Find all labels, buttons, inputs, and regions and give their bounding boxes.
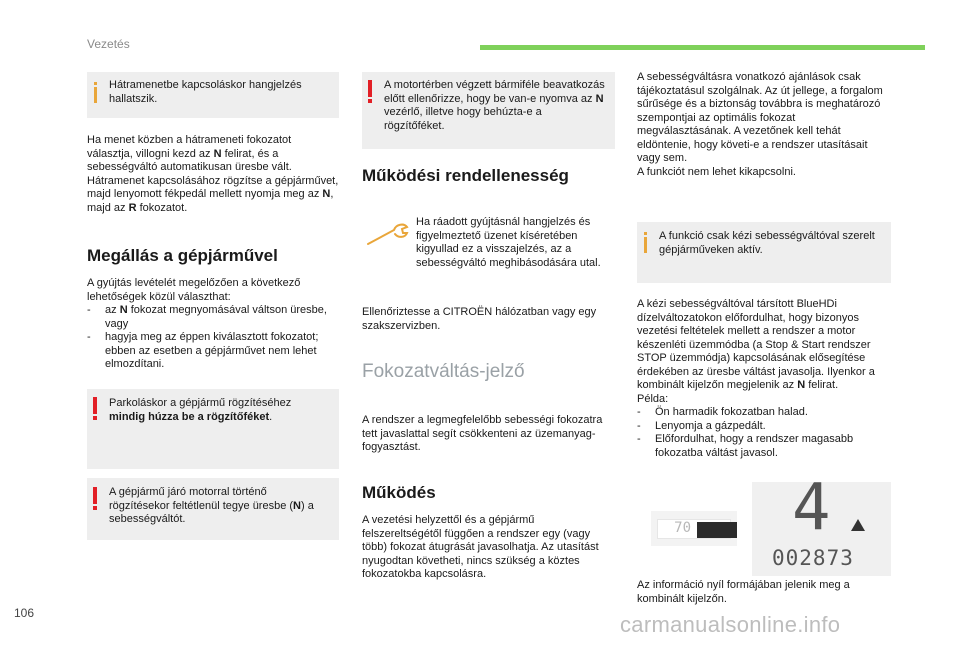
info-icon	[644, 237, 647, 253]
bluehdi-paragraph: A kézi sebességváltóval társított BlueHDi dízelváltozatokon előfordulhat, hogy bizonyos vezetési feltételek mellett a rendszer a motor készenléti üzemmódba (a Stop & Start rendszer STOP üzemmódja) kapcsolásának elősegítése érdekében az üresbe váltást javasolja. Ilyenkor a kombinált kijelzőn megjelenik az N felirat. Példa: - Ön harmadik fokozatban halad. - Lenyomja a gázpedált. - Előfordulhat, hogy a rendszer magasabb fokozatba váltást javasol.	[637, 298, 891, 460]
display-caption: Az információ nyíl formájában jelenik meg a kombinált kijelzőn.	[637, 579, 850, 605]
warning-text: A motortérben végzett bármiféle beavatkozás előtt ellenőrizze, hogy be van-e nyomva az N vezérlő, illetve hogy behúzta-e a rögzítőféket.	[384, 79, 605, 132]
list-item: - Előfordulhat, hogy a rendszer magasabb fokozatba váltást javasol.	[637, 433, 891, 460]
list-item: - hagyja meg az éppen kiválasztott fokozatot; ebben az esetben a gépjárművet nem lehet elmozdítani.	[87, 331, 339, 372]
warning-box-parking	[87, 389, 339, 469]
warning-text: Parkoláskor a gépjármű rögzítéséhez mindig húzza be a rögzítőféket.	[109, 397, 292, 423]
stopping-paragraph: A gyújtás levételét megelőzően a következő lehetőségek közül választhat: - az N fokozat megnyomásával váltson üresbe, vagy - hagyja meg az éppen kiválasztott fokozatot; ebben az esetben a gépjárművet nem lehet elmozdítani.	[87, 277, 339, 372]
warning-box-engine-bay	[362, 72, 615, 149]
heading-gear-indicator: Fokozatváltás-jelző	[362, 361, 525, 382]
heading-operation: Működés	[362, 483, 436, 502]
heading-malfunction: Működési rendellenesség	[362, 166, 569, 185]
odometer-readout: 002873	[772, 546, 854, 570]
page-number: 106	[14, 606, 35, 620]
up-arrow-icon	[851, 519, 865, 531]
speed-display-panel	[651, 511, 737, 546]
info-icon	[94, 87, 97, 103]
gear-indicator-paragraph: A rendszer a legmegfelelőbb sebességi fokozatra tett javaslattal segít csökkenteni az üzemanyag-fogyasztást.	[362, 414, 603, 453]
operation-paragraph: A vezetési helyzettől és a gépjármű felszereltségétől függően a rendszer egy (vagy több) fokozat átugrását javasolhatja. Az utasítást nyugodtan követheti, nincs szükség a köztes fokozatokba kapcsolásra.	[362, 514, 599, 580]
section-accent-bar	[480, 45, 925, 50]
gear-number: 4	[792, 471, 831, 545]
service-paragraph: Ellenőriztesse a CITROËN hálózatban vagy egy szakszervizben.	[362, 306, 597, 332]
recommendation-paragraph: A sebességváltásra vonatkozó ajánlások csak tájékoztatásul szolgálnak. Az út jellege, a forgalom sűrűsége és a biztonság továbbra is meghatározó szempontjai az optimális fokozat megválasztásának. A vezetőnek kell tehát eldöntenie, hogy követi-e a rendszer utasításait vagy sem. A funkciót nem lehet kikapcsolni.	[637, 71, 883, 178]
warning-icon	[93, 487, 97, 504]
warning-icon	[368, 80, 372, 97]
gear-display-panel	[752, 471, 891, 576]
info-box-text: Hátramenetbe kapcsoláskor hangjelzés hallatszik.	[109, 79, 302, 105]
heading-stopping: Megállás a gépjárművel	[87, 246, 278, 265]
warning-box-engine-running	[87, 478, 339, 540]
speed-readout: 70	[674, 520, 691, 536]
warning-icon	[93, 397, 97, 414]
reverse-paragraph: Ha menet közben a hátrameneti fokozatot választja, villogni kezd az N felirat, és a sebességváltó automatikusan üresbe vált. Hátramenet kapcsolásához rögzítse a gépjárművet, majd lenyomott fékpedál mellett nyomja meg az N, majd az R fokozatot.	[87, 134, 339, 214]
info-box-text: A funkció csak kézi sebességváltóval szerelt gépjárműveken aktív.	[659, 230, 875, 256]
list-item: - Lenyomja a gázpedált.	[637, 420, 891, 434]
example-list	[637, 406, 891, 460]
list-item: - Ön harmadik fokozatban halad.	[637, 406, 891, 420]
wrench-icon	[364, 222, 410, 248]
list-item: - az N fokozat megnyomásával váltson üresbe, vagy	[87, 304, 339, 331]
warning-text: A gépjármű járó motorral történő rögzítésekor feltétlenül tegye üresbe (N) a sebességváltót.	[109, 486, 314, 525]
stopping-options-list	[87, 304, 339, 372]
section-title: Vezetés	[87, 37, 130, 51]
watermark: carmanualsonline.info	[620, 612, 841, 637]
wrench-warning-text: Ha ráadott gyújtásnál hangjelzés és figyelmeztető üzenet kíséretében kigyullad ez a visszajelzés, az a sebességváltó meghibásodására utal.	[416, 216, 601, 269]
info-box-reverse	[87, 72, 339, 118]
info-box-manual-gearbox	[637, 222, 891, 283]
